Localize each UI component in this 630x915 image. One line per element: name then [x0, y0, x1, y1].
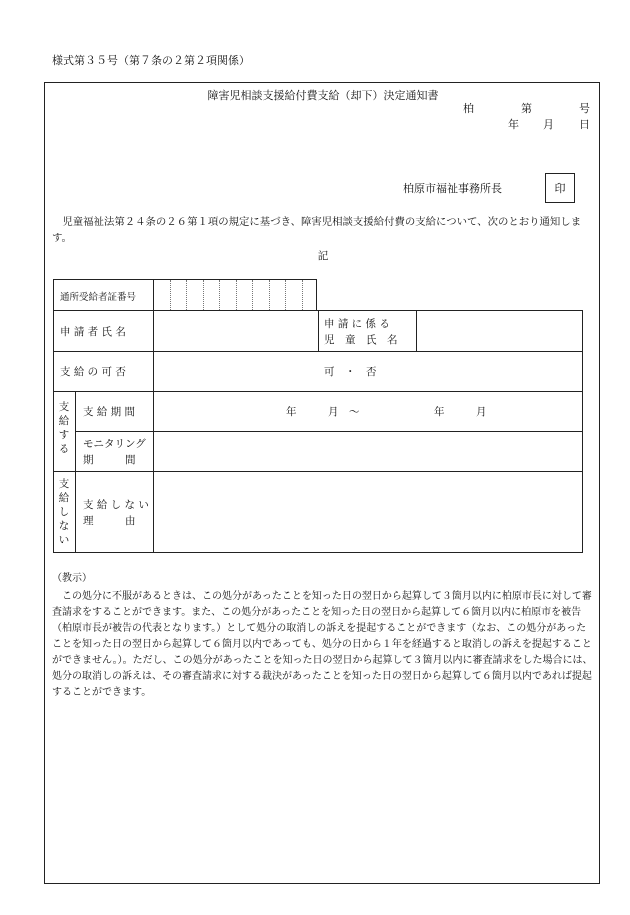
grant-period-to: 年 月	[434, 406, 487, 418]
certificate-number-label: 通所受給者証番号	[60, 292, 137, 303]
date-year-label: 年	[508, 118, 519, 131]
certificate-number-cells	[153, 280, 318, 310]
certificate-number-box	[53, 279, 317, 311]
no-grant-reason-label-line1: 支 給 し な い	[83, 499, 149, 511]
certificate-digit-cell	[286, 280, 303, 310]
reference-prefix: 柏	[463, 102, 474, 115]
grant-group-label: 支給する	[58, 401, 70, 455]
seal-box	[545, 173, 575, 203]
column-divider	[153, 311, 154, 552]
column-divider	[318, 311, 319, 351]
instruction-heading: （教示）	[52, 573, 92, 584]
seal-label: 印	[554, 182, 566, 195]
instruction-body: この処分に不服があるときは、この処分があったことを知った日の翌日から起算して３箇月以内に柏原市長に対して審査請求をすることができます。また、この処分があったことを知った日の翌日から起算して６箇月以内に柏原市を被告（柏原市長が被告の代表となります。）として処分の取消しの訴えを提起することができます（なお、この処分があったことを知った日の翌日から起算して６箇月以内であっても、処分の日から１年を経過すると取消しの訴えを提起することができません。）。ただし、この処分があったことを知った日の翌日から起算して３箇月以内に審査請求をした場合には、処分の取消しの訴えは、その審査請求に対する裁決があったことを知った日の翌日から起算して６箇月以内であれば提起することができます。	[52, 591, 593, 698]
certificate-digit-cell	[220, 280, 237, 310]
certificate-digit-cell	[187, 280, 204, 310]
child-name-label-line1: 申 請 に 係 る	[324, 318, 390, 330]
monitoring-label-line2: 期 間	[83, 454, 136, 466]
column-divider	[75, 391, 76, 552]
grant-period-label: 支 給 期 間	[83, 406, 136, 418]
decision-table	[53, 310, 583, 553]
row-divider	[54, 391, 582, 392]
grant-period-from: 年 月 ～	[286, 406, 360, 418]
row-divider	[75, 431, 582, 432]
certificate-digit-cell	[171, 280, 188, 310]
no-grant-group-label: 支給しない	[58, 478, 70, 546]
ki-heading: 記	[317, 250, 329, 262]
notice-frame	[44, 82, 600, 884]
certificate-digit-cell	[303, 280, 319, 310]
certificate-digit-cell	[237, 280, 254, 310]
approval-label: 支 給 の 可 否	[60, 366, 126, 378]
column-divider	[416, 311, 417, 351]
date-month-label: 月	[543, 118, 554, 131]
certificate-digit-cell	[154, 280, 171, 310]
instruction-notes	[52, 571, 596, 701]
reference-go: 号	[579, 102, 590, 115]
reference-dai: 第	[521, 102, 532, 115]
date-day-label: 日	[579, 118, 590, 131]
notice-body-text: 児童福祉法第２４条の２６第１項の規定に基づき、障害児相談支援給付費の支給について、次のとおり通知します。	[52, 216, 582, 244]
applicant-name-label: 申 請 者 氏 名	[60, 326, 126, 338]
no-grant-reason-label-line2: 理 由	[83, 515, 136, 527]
monitoring-label-line1: モニタリング	[83, 438, 146, 450]
row-divider	[54, 471, 582, 472]
approval-value: 可 ・ 否	[324, 366, 377, 378]
document-title: 障害児相談支援給付費支給（却下）決定通知書	[207, 89, 439, 102]
form-number: 様式第３５号（第７条の２第２項関係）	[52, 54, 250, 67]
certificate-digit-cell	[253, 280, 270, 310]
child-name-label-line2: 児 童 氏 名	[324, 334, 398, 346]
certificate-digit-cell	[204, 280, 221, 310]
issuing-office: 柏原市福祉事務所長	[403, 182, 502, 195]
row-divider	[54, 351, 582, 352]
certificate-digit-cell	[270, 280, 287, 310]
